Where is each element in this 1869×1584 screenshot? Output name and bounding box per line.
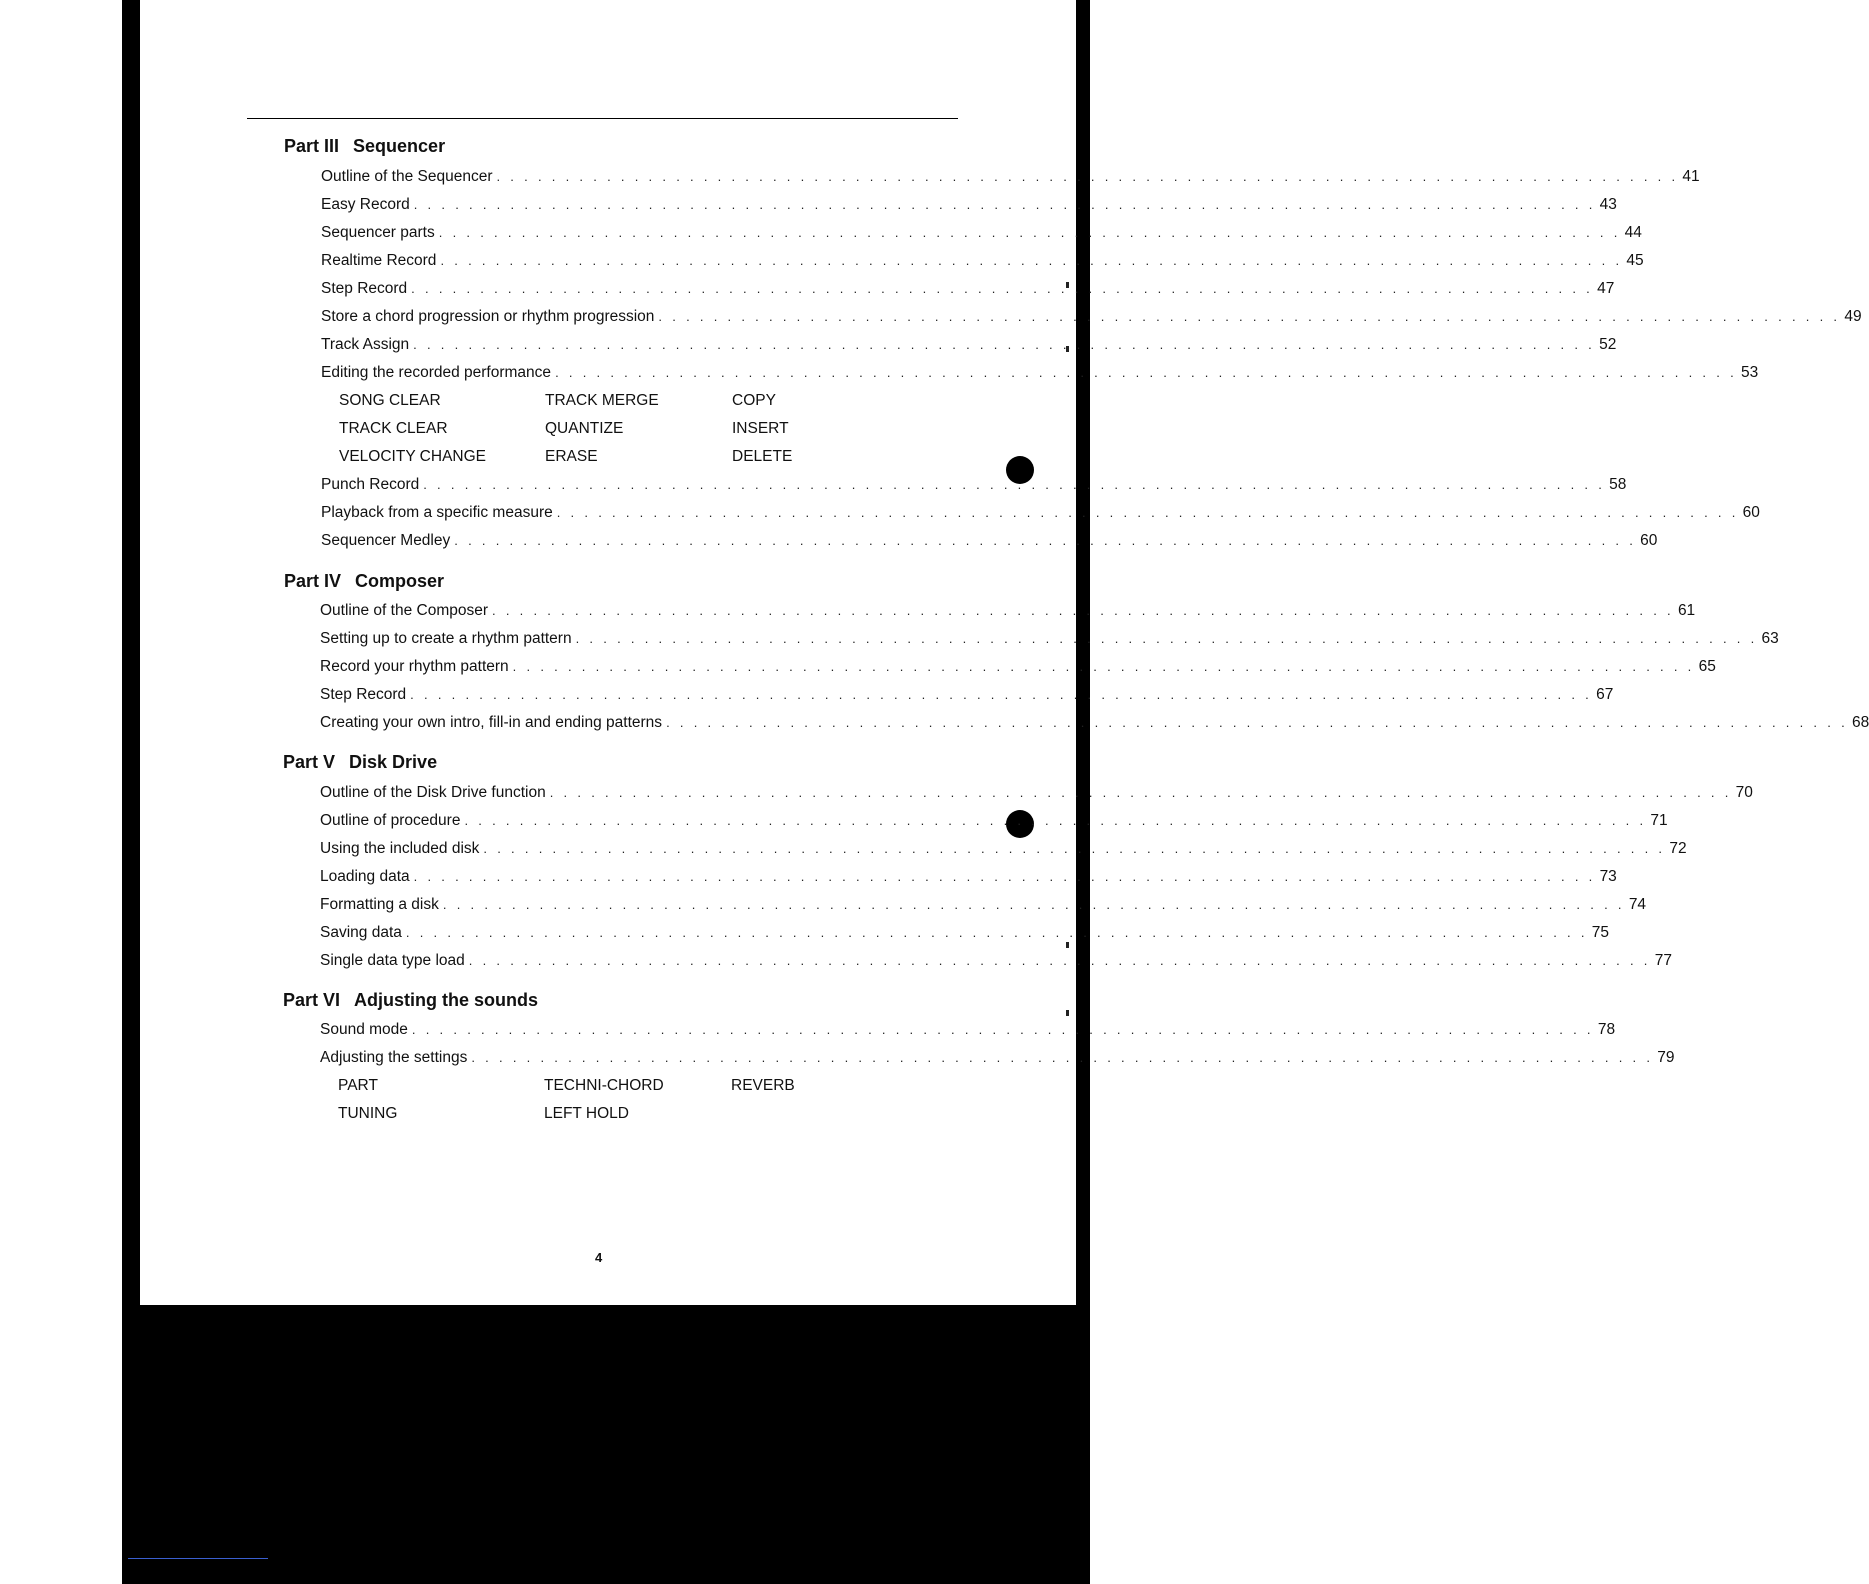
subitem: ERASE [545,448,598,465]
entry-title: Using the included disk [320,840,480,857]
entry-page: 71 [1650,812,1668,829]
toc-entry[interactable] [321,222,1642,244]
subitem-row [338,1103,938,1125]
subitem: TRACK MERGE [545,392,659,409]
subitem: TUNING [338,1105,398,1122]
entry-title: Easy Record [321,196,410,213]
part-label: Part V [283,752,336,772]
toc-entry[interactable] [321,278,1615,300]
entry-title: Sequencer parts [321,224,435,241]
dot-leader: . . . . . . . . . . . . . . . . . . . . . . . . . . . . . . . . . . . . . . . . . . . . . . . . . . . . . . . . . . . . . . . . . . . . . . . . . . . . . . . . . . . . . . [658,309,1841,324]
entry-page: 61 [1677,602,1696,619]
toc-entry[interactable] [321,502,1760,524]
subitem: REVERB [731,1077,795,1094]
dot-leader: . . . . . . . . . . . . . . . . . . . . . . . . . . . . . . . . . . . . . . . . . . . . . . . . . . . . . . . . . . . . . . . . . . . . . . . . . . . . . . . . . . . . . . [666,715,1848,730]
entry-page: 60 [1742,504,1760,521]
toc-entry[interactable] [320,1019,1616,1041]
subitem: INSERT [732,420,789,437]
dot-leader: . . . . . . . . . . . . . . . . . . . . . . . . . . . . . . . . . . . . . . . . . . . . . . . . . . . . . . . . . . . . . . . . . . . . . . . . . . . . . . . . . . . . . . [411,281,1594,296]
entry-page: 45 [1626,252,1644,269]
toc-entry[interactable] [320,656,1716,678]
subitem-row [339,446,939,468]
toc-entry[interactable] [321,250,1644,272]
toc-entry[interactable] [320,838,1687,860]
toc-entry[interactable] [321,362,1759,384]
entry-title: Punch Record [321,476,420,493]
entry-page: 72 [1669,840,1687,857]
dot-leader: . . . . . . . . . . . . . . . . . . . . . . . . . . . . . . . . . . . . . . . . . . . . . . . . . . . . . . . . . . . . . . . . . . . . . . . . . . . . . . . . . . . . . . [575,631,1758,646]
entry-page: 73 [1599,868,1617,885]
toc-entry[interactable] [320,684,1614,706]
dot-leader: . . . . . . . . . . . . . . . . . . . . . . . . . . . . . . . . . . . . . . . . . . . . . . . . . . . . . . . . . . . . . . . . . . . . . . . . . . . . . . . . . . . . . . [423,477,1606,492]
toc-entry[interactable] [321,166,1700,188]
toc-entry[interactable] [321,194,1617,216]
toc-entry[interactable] [320,810,1668,832]
entry-page: 67 [1596,686,1614,703]
part-label: Part VI [283,990,341,1010]
entry-page: 75 [1591,924,1610,941]
entry-title: Editing the recorded performance [321,364,552,381]
part-title: Composer [355,571,445,591]
dot-leader: . . . . . . . . . . . . . . . . . . . . . . . . . . . . . . . . . . . . . . . . . . . . . . . . . . . . . . . . . . . . . . . . . . . . . . . . . . . . . . . . . . . . . . [464,813,1647,828]
dot-leader: . . . . . . . . . . . . . . . . . . . . . . . . . . . . . . . . . . . . . . . . . . . . . . . . . . . . . . . . . . . . . . . . . . . . . . . . . . . . . . . . . . . . . . [468,953,1651,968]
page-number: 4 [595,1250,603,1265]
entry-page: 79 [1657,1049,1675,1066]
toc-entry[interactable] [320,782,1753,804]
dot-leader: . . . . . . . . . . . . . . . . . . . . . . . . . . . . . . . . . . . . . . . . . . . . . . . . . . . . . . . . . . . . . . . . . . . . . . . . . . . . . . . . . . . . . . [410,687,1593,702]
toc-entry[interactable] [320,950,1672,972]
entry-title: Realtime Record [321,252,437,269]
entry-page: 49 [1844,308,1862,325]
entry-title: Loading data [320,868,410,885]
subitem: VELOCITY CHANGE [339,448,487,465]
entry-page: 60 [1640,532,1658,549]
subitem: COPY [732,392,776,409]
subitem: PART [338,1077,378,1094]
entry-title: Outline of procedure [320,812,461,829]
toc-entry[interactable] [321,306,1862,328]
toc-entry[interactable] [320,628,1779,650]
dot-leader: . . . . . . . . . . . . . . . . . . . . . . . . . . . . . . . . . . . . . . . . . . . . . . . . . . . . . . . . . . . . . . . . . . . . . . . . . . . . . . . . . . . . . . [438,225,1621,240]
entry-title: Step Record [320,686,407,703]
entry-page: 74 [1628,896,1647,913]
entry-title: Outline of the Sequencer [321,168,493,185]
dot-leader: . . . . . . . . . . . . . . . . . . . . . . . . . . . . . . . . . . . . . . . . . . . . . . . . . . . . . . . . . . . . . . . . . . . . . . . . . . . . . . . . . . . . . . [413,337,1596,352]
scan-speck [1066,1010,1069,1016]
toc-entry[interactable] [321,530,1658,552]
dot-leader: . . . . . . . . . . . . . . . . . . . . . . . . . . . . . . . . . . . . . . . . . . . . . . . . . . . . . . . . . . . . . . . . . . . . . . . . . . . . . . . . . . . . . . [440,253,1623,268]
entry-title: Outline of the Composer [320,602,489,619]
part-title: Disk Drive [349,752,438,772]
subitem: TECHNI-CHORD [544,1077,664,1094]
entry-title: Saving data [320,924,402,941]
subitem: QUANTIZE [545,420,624,437]
entry-page: 53 [1740,364,1759,381]
entry-page: 65 [1698,658,1716,675]
subitem-row [339,418,939,440]
part-title: Adjusting the sounds [354,990,539,1010]
part-label: Part IV [284,571,342,591]
entry-page: 43 [1599,196,1617,213]
part-heading [283,989,538,1011]
dot-leader: . . . . . . . . . . . . . . . . . . . . . . . . . . . . . . . . . . . . . . . . . . . . . . . . . . . . . . . . . . . . . . . . . . . . . . . . . . . . . . . . . . . . . . [442,897,1625,912]
subitem: LEFT HOLD [544,1105,629,1122]
dot-leader: . . . . . . . . . . . . . . . . . . . . . . . . . . . . . . . . . . . . . . . . . . . . . . . . . . . . . . . . . . . . . . . . . . . . . . . . . . . . . . . . . . . . . . [454,533,1637,548]
toc-entry[interactable] [320,866,1617,888]
entry-title: Playback from a specific measure [321,504,553,521]
part-label: Part III [284,136,340,156]
dot-leader: . . . . . . . . . . . . . . . . . . . . . . . . . . . . . . . . . . . . . . . . . . . . . . . . . . . . . . . . . . . . . . . . . . . . . . . . . . . . . . . . . . . . . . [556,505,1739,520]
entry-title: Step Record [321,280,408,297]
part-heading [283,751,437,773]
entry-page: 68 [1851,714,1869,731]
toc-entry[interactable] [320,712,1869,734]
entry-title: Store a chord progression or rhythm progression [321,308,655,325]
entry-page: 78 [1597,1021,1616,1038]
header-rule [247,118,958,119]
part-title: Sequencer [353,136,446,156]
entry-title: Outline of the Disk Drive function [320,784,546,801]
entry-page: 41 [1682,168,1700,185]
toc-entry[interactable] [320,922,1610,944]
toc-entry[interactable] [321,334,1617,356]
subitem-row [339,390,939,412]
dot-leader: . . . . . . . . . . . . . . . . . . . . . . . . . . . . . . . . . . . . . . . . . . . . . . . . . . . . . . . . . . . . . . . . . . . . . . . . . . . . . . . . . . . . . . [512,659,1695,674]
subitem: DELETE [732,448,793,465]
entry-title: Single data type load [320,952,465,969]
entry-title: Sound mode [320,1021,408,1038]
edge-line [128,1558,268,1559]
entry-page: 77 [1654,952,1672,969]
entry-page: 44 [1624,224,1642,241]
entry-title: Adjusting the settings [320,1049,468,1066]
entry-page: 70 [1735,784,1753,801]
toc-entry[interactable] [320,894,1647,916]
dot-leader: . . . . . . . . . . . . . . . . . . . . . . . . . . . . . . . . . . . . . . . . . . . . . . . . . . . . . . . . . . . . . . . . . . . . . . . . . . . . . . . . . . . . . . [413,869,1596,884]
dot-leader: . . . . . . . . . . . . . . . . . . . . . . . . . . . . . . . . . . . . . . . . . . . . . . . . . . . . . . . . . . . . . . . . . . . . . . . . . . . . . . . . . . . . . . [471,1050,1654,1065]
subitem-row [338,1075,938,1097]
toc-entry[interactable] [320,1047,1675,1069]
entry-title: Formatting a disk [320,896,439,913]
dot-leader: . . . . . . . . . . . . . . . . . . . . . . . . . . . . . . . . . . . . . . . . . . . . . . . . . . . . . . . . . . . . . . . . . . . . . . . . . . . . . . . . . . . . . . [405,925,1588,940]
subitem: SONG CLEAR [339,392,441,409]
entry-title: Sequencer Medley [321,532,451,549]
entry-title: Creating your own intro, fill-in and ending patterns [320,714,663,731]
entry-page: 58 [1609,476,1627,493]
dot-leader: . . . . . . . . . . . . . . . . . . . . . . . . . . . . . . . . . . . . . . . . . . . . . . . . . . . . . . . . . . . . . . . . . . . . . . . . . . . . . . . . . . . . . . [492,603,1674,618]
toc-entry[interactable] [320,600,1696,622]
entry-title: Track Assign [321,336,410,353]
dot-leader: . . . . . . . . . . . . . . . . . . . . . . . . . . . . . . . . . . . . . . . . . . . . . . . . . . . . . . . . . . . . . . . . . . . . . . . . . . . . . . . . . . . . . . [413,197,1596,212]
scan-border-bottom [122,1305,1090,1584]
entry-page: 52 [1599,336,1617,353]
toc-entry[interactable] [321,474,1627,496]
entry-title: Record your rhythm pattern [320,658,509,675]
part-heading [284,135,445,157]
dot-leader: . . . . . . . . . . . . . . . . . . . . . . . . . . . . . . . . . . . . . . . . . . . . . . . . . . . . . . . . . . . . . . . . . . . . . . . . . . . . . . . . . . . . . . [411,1022,1594,1037]
part-heading [284,570,444,592]
subitem: TRACK CLEAR [339,420,448,437]
entry-page: 63 [1761,630,1779,647]
entry-page: 47 [1597,280,1615,297]
dot-leader: . . . . . . . . . . . . . . . . . . . . . . . . . . . . . . . . . . . . . . . . . . . . . . . . . . . . . . . . . . . . . . . . . . . . . . . . . . . . . . . . . . . . . . [555,365,1737,380]
dot-leader: . . . . . . . . . . . . . . . . . . . . . . . . . . . . . . . . . . . . . . . . . . . . . . . . . . . . . . . . . . . . . . . . . . . . . . . . . . . . . . . . . . . . . . [483,841,1666,856]
dot-leader: . . . . . . . . . . . . . . . . . . . . . . . . . . . . . . . . . . . . . . . . . . . . . . . . . . . . . . . . . . . . . . . . . . . . . . . . . . . . . . . . . . . . . . [496,169,1679,184]
dot-leader: . . . . . . . . . . . . . . . . . . . . . . . . . . . . . . . . . . . . . . . . . . . . . . . . . . . . . . . . . . . . . . . . . . . . . . . . . . . . . . . . . . . . . . [549,785,1732,800]
entry-title: Setting up to create a rhythm pattern [320,630,572,647]
